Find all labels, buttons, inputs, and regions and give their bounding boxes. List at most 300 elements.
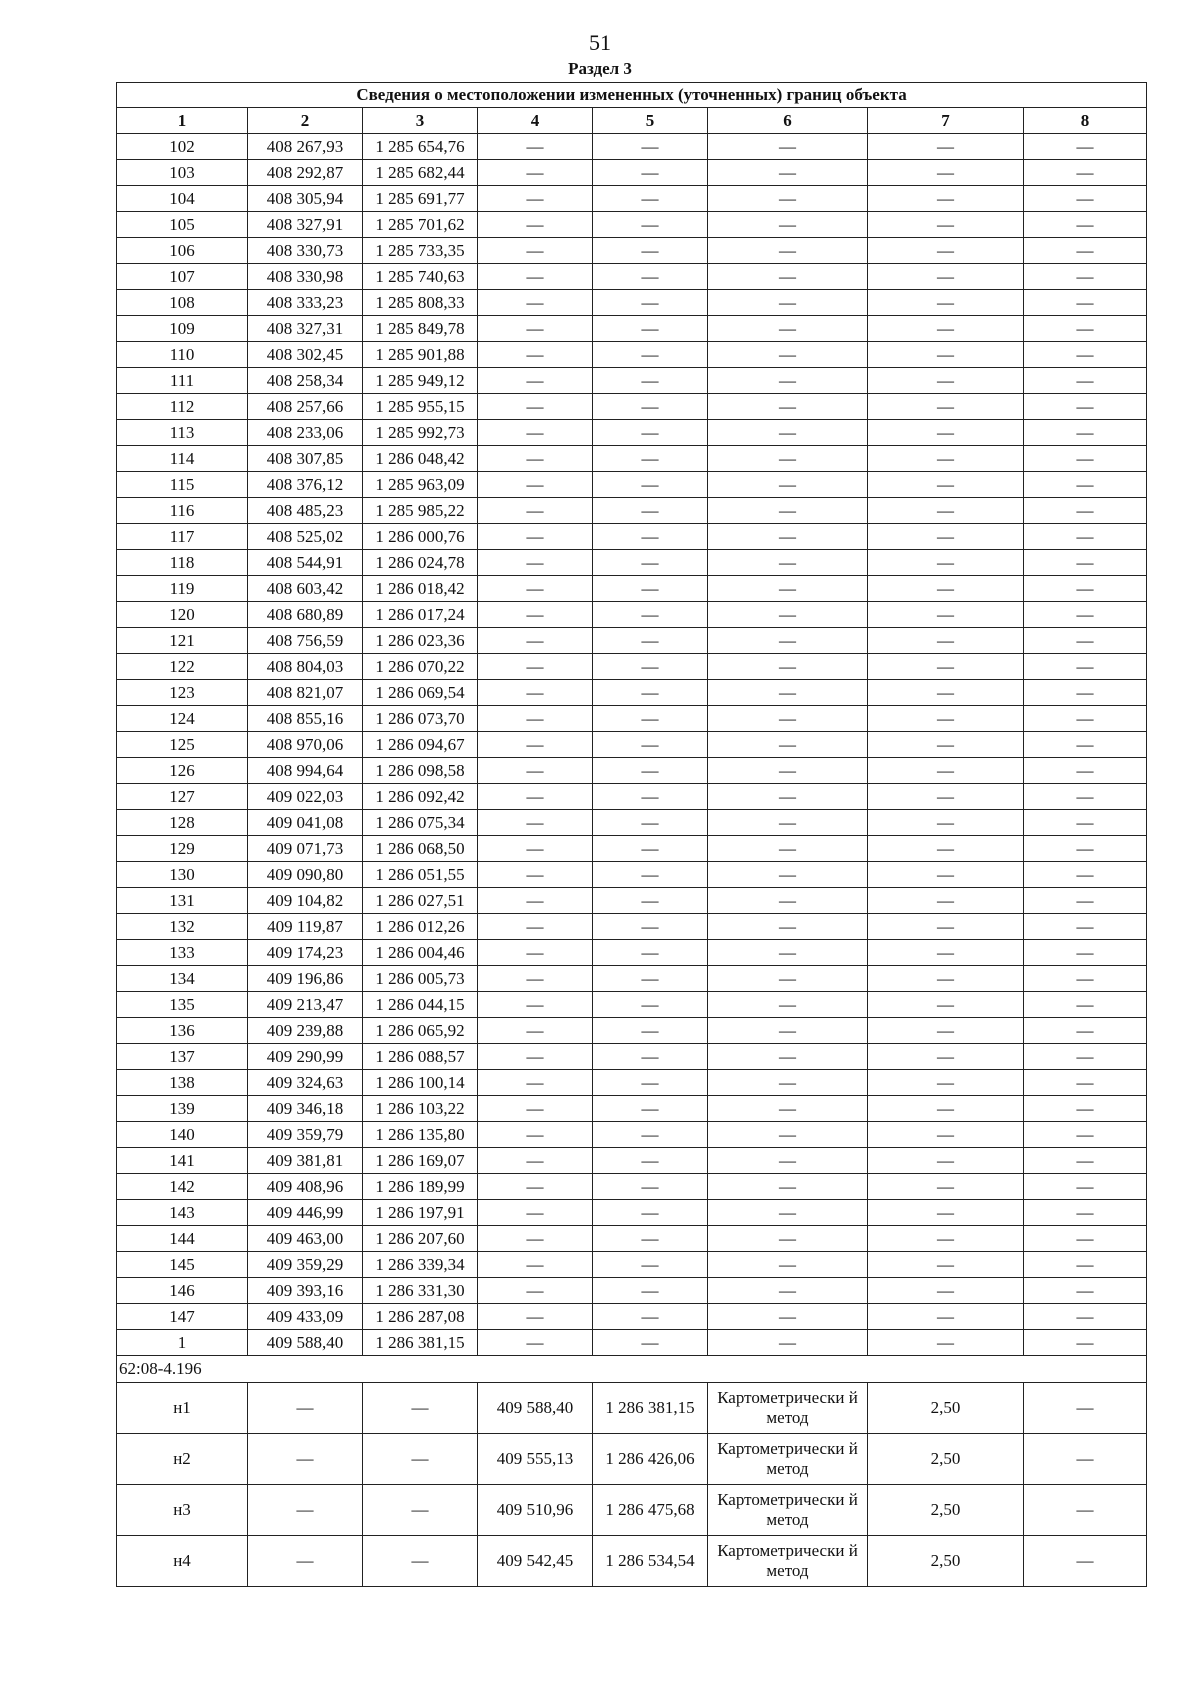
empty-dash: —	[1024, 992, 1147, 1018]
new-point-row	[117, 1536, 1147, 1587]
empty-dash: —	[708, 342, 868, 368]
empty-dash: —	[478, 1330, 593, 1356]
point-number: 131	[117, 888, 248, 914]
new-point-row	[117, 1383, 1147, 1434]
empty-dash: —	[868, 1330, 1024, 1356]
new-x: 409 555,13	[478, 1434, 593, 1485]
empty-dash: —	[868, 758, 1024, 784]
existing-y: 1 286 135,80	[363, 1122, 478, 1148]
existing-x: 408 376,12	[248, 472, 363, 498]
point-number: 138	[117, 1070, 248, 1096]
existing-x: 409 104,82	[248, 888, 363, 914]
empty-dash: —	[593, 758, 708, 784]
table-row	[117, 394, 1147, 420]
existing-y: 1 285 949,12	[363, 368, 478, 394]
existing-x: 409 463,00	[248, 1226, 363, 1252]
empty-dash: —	[593, 1044, 708, 1070]
table-row	[117, 1148, 1147, 1174]
empty-dash: —	[593, 576, 708, 602]
empty-dash: —	[593, 316, 708, 342]
table-row	[117, 628, 1147, 654]
empty-dash: —	[708, 784, 868, 810]
existing-y: 1 286 073,70	[363, 706, 478, 732]
empty-dash: —	[708, 966, 868, 992]
new-y: 1 286 381,15	[593, 1383, 708, 1434]
empty-dash: —	[1024, 498, 1147, 524]
empty-dash: —	[593, 238, 708, 264]
existing-y: 1 285 733,35	[363, 238, 478, 264]
empty-dash: —	[708, 472, 868, 498]
empty-dash: —	[708, 1122, 868, 1148]
existing-y: 1 286 027,51	[363, 888, 478, 914]
existing-y: 1 286 100,14	[363, 1070, 478, 1096]
empty-dash: —	[708, 420, 868, 446]
empty-dash: —	[593, 134, 708, 160]
table-row	[117, 784, 1147, 810]
empty-dash: —	[708, 186, 868, 212]
empty-dash: —	[708, 160, 868, 186]
empty-dash: —	[868, 238, 1024, 264]
point-number: 141	[117, 1148, 248, 1174]
empty-dash: —	[478, 420, 593, 446]
empty-dash: —	[1024, 1018, 1147, 1044]
empty-dash: —	[478, 862, 593, 888]
empty-dash: —	[1024, 264, 1147, 290]
empty-dash: —	[593, 940, 708, 966]
column-header: 3	[363, 108, 478, 134]
empty-dash: —	[593, 680, 708, 706]
empty-dash: —	[708, 758, 868, 784]
empty-dash: —	[1024, 732, 1147, 758]
empty-dash: —	[478, 992, 593, 1018]
empty-dash: —	[478, 1252, 593, 1278]
empty-dash: —	[478, 1044, 593, 1070]
empty-dash: —	[478, 1304, 593, 1330]
point-number: 102	[117, 134, 248, 160]
point-number: 147	[117, 1304, 248, 1330]
existing-y: 1 286 075,34	[363, 810, 478, 836]
empty-dash: —	[868, 836, 1024, 862]
empty-dash: —	[593, 1018, 708, 1044]
new-point-row	[117, 1434, 1147, 1485]
empty-dash: —	[1024, 134, 1147, 160]
empty-dash: —	[478, 160, 593, 186]
existing-x: 408 855,16	[248, 706, 363, 732]
empty-dash: —	[593, 1252, 708, 1278]
existing-x: 409 174,23	[248, 940, 363, 966]
table-row	[117, 1070, 1147, 1096]
empty-dash: —	[593, 914, 708, 940]
empty-dash: —	[1024, 1226, 1147, 1252]
empty-dash: —	[708, 680, 868, 706]
empty-dash: —	[593, 810, 708, 836]
empty-dash: —	[593, 966, 708, 992]
existing-y: 1 285 955,15	[363, 394, 478, 420]
column-number-row	[117, 108, 1147, 134]
new-y: 1 286 534,54	[593, 1536, 708, 1587]
point-number: 129	[117, 836, 248, 862]
empty-dash: —	[593, 1304, 708, 1330]
empty-dash: —	[478, 446, 593, 472]
empty-dash: —	[708, 316, 868, 342]
column-header: 7	[868, 108, 1024, 134]
empty-dash: —	[868, 992, 1024, 1018]
empty-dash: —	[708, 1174, 868, 1200]
existing-x: 408 307,85	[248, 446, 363, 472]
determination-method: Картометрически й метод	[708, 1434, 868, 1485]
empty-dash: —	[708, 836, 868, 862]
point-number: н4	[117, 1536, 248, 1587]
empty-dash: —	[868, 732, 1024, 758]
table-row	[117, 654, 1147, 680]
new-x: 409 542,45	[478, 1536, 593, 1587]
empty-dash: —	[1024, 1330, 1147, 1356]
point-number: 118	[117, 550, 248, 576]
empty-dash: —	[478, 888, 593, 914]
existing-y: 1 286 331,30	[363, 1278, 478, 1304]
empty-dash: —	[478, 1226, 593, 1252]
existing-y: 1 285 849,78	[363, 316, 478, 342]
empty-dash: —	[868, 1174, 1024, 1200]
empty-dash: —	[1024, 1383, 1147, 1434]
point-number: 111	[117, 368, 248, 394]
existing-x: 408 292,87	[248, 160, 363, 186]
table-row	[117, 1018, 1147, 1044]
empty-dash: —	[1024, 290, 1147, 316]
empty-dash: —	[1024, 628, 1147, 654]
empty-dash: —	[478, 1018, 593, 1044]
empty-dash: —	[868, 316, 1024, 342]
empty-dash: —	[363, 1536, 478, 1587]
empty-dash: —	[478, 550, 593, 576]
empty-dash: —	[1024, 914, 1147, 940]
point-number: 139	[117, 1096, 248, 1122]
existing-y: 1 285 740,63	[363, 264, 478, 290]
empty-dash: —	[868, 524, 1024, 550]
empty-dash: —	[593, 888, 708, 914]
column-header: 4	[478, 108, 593, 134]
existing-x: 409 290,99	[248, 1044, 363, 1070]
point-number: 135	[117, 992, 248, 1018]
point-number: 126	[117, 758, 248, 784]
table-row	[117, 420, 1147, 446]
section-title: Раздел 3	[568, 59, 632, 78]
new-x: 409 510,96	[478, 1485, 593, 1536]
accuracy: 2,50	[868, 1383, 1024, 1434]
existing-y: 1 286 207,60	[363, 1226, 478, 1252]
point-number: 128	[117, 810, 248, 836]
existing-y: 1 286 017,24	[363, 602, 478, 628]
point-number: 114	[117, 446, 248, 472]
new-x: 409 588,40	[478, 1383, 593, 1434]
existing-x: 408 680,89	[248, 602, 363, 628]
existing-y: 1 285 654,76	[363, 134, 478, 160]
empty-dash: —	[708, 732, 868, 758]
empty-dash: —	[868, 498, 1024, 524]
table-row	[117, 134, 1147, 160]
empty-dash: —	[1024, 446, 1147, 472]
empty-dash: —	[708, 264, 868, 290]
point-number: 136	[117, 1018, 248, 1044]
point-number: 142	[117, 1174, 248, 1200]
empty-dash: —	[868, 134, 1024, 160]
existing-x: 409 446,99	[248, 1200, 363, 1226]
table-row	[117, 1044, 1147, 1070]
point-number: 130	[117, 862, 248, 888]
existing-x: 408 257,66	[248, 394, 363, 420]
empty-dash: —	[1024, 1148, 1147, 1174]
point-number: н1	[117, 1383, 248, 1434]
empty-dash: —	[708, 1304, 868, 1330]
empty-dash: —	[868, 1226, 1024, 1252]
table-title: Сведения о местоположении измененных (уточненных) границ объекта	[117, 83, 1147, 108]
parcel-row	[117, 1356, 1147, 1383]
point-number: 116	[117, 498, 248, 524]
existing-x: 408 267,93	[248, 134, 363, 160]
existing-x: 409 359,79	[248, 1122, 363, 1148]
empty-dash: —	[478, 784, 593, 810]
empty-dash: —	[708, 628, 868, 654]
existing-y: 1 285 701,62	[363, 212, 478, 238]
empty-dash: —	[868, 1278, 1024, 1304]
empty-dash: —	[708, 1278, 868, 1304]
table-row	[117, 1096, 1147, 1122]
existing-y: 1 286 069,54	[363, 680, 478, 706]
empty-dash: —	[708, 940, 868, 966]
existing-y: 1 286 068,50	[363, 836, 478, 862]
new-point-row	[117, 1485, 1147, 1536]
empty-dash: —	[478, 264, 593, 290]
point-number: 103	[117, 160, 248, 186]
accuracy: 2,50	[868, 1536, 1024, 1587]
empty-dash: —	[593, 992, 708, 1018]
accuracy: 2,50	[868, 1485, 1024, 1536]
empty-dash: —	[868, 628, 1024, 654]
empty-dash: —	[708, 1018, 868, 1044]
existing-x: 408 233,06	[248, 420, 363, 446]
point-number: 123	[117, 680, 248, 706]
empty-dash: —	[478, 498, 593, 524]
empty-dash: —	[868, 160, 1024, 186]
point-number: 143	[117, 1200, 248, 1226]
existing-y: 1 286 044,15	[363, 992, 478, 1018]
table-row	[117, 706, 1147, 732]
existing-x: 408 821,07	[248, 680, 363, 706]
empty-dash: —	[1024, 1174, 1147, 1200]
empty-dash: —	[708, 1252, 868, 1278]
empty-dash: —	[1024, 784, 1147, 810]
existing-y: 1 286 098,58	[363, 758, 478, 784]
point-number: н2	[117, 1434, 248, 1485]
empty-dash: —	[708, 134, 868, 160]
empty-dash: —	[478, 940, 593, 966]
empty-dash: —	[478, 602, 593, 628]
empty-dash: —	[593, 1122, 708, 1148]
empty-dash: —	[593, 706, 708, 732]
table-row	[117, 966, 1147, 992]
empty-dash: —	[478, 238, 593, 264]
empty-dash: —	[1024, 1096, 1147, 1122]
empty-dash: —	[708, 888, 868, 914]
existing-x: 409 588,40	[248, 1330, 363, 1356]
existing-x: 408 258,34	[248, 368, 363, 394]
empty-dash: —	[868, 1070, 1024, 1096]
empty-dash: —	[478, 706, 593, 732]
existing-x: 409 359,29	[248, 1252, 363, 1278]
empty-dash: —	[478, 576, 593, 602]
empty-dash: —	[1024, 550, 1147, 576]
empty-dash: —	[593, 420, 708, 446]
empty-dash: —	[248, 1434, 363, 1485]
empty-dash: —	[593, 342, 708, 368]
empty-dash: —	[1024, 1304, 1147, 1330]
table-row	[117, 368, 1147, 394]
empty-dash: —	[868, 680, 1024, 706]
existing-y: 1 285 682,44	[363, 160, 478, 186]
empty-dash: —	[868, 394, 1024, 420]
empty-dash: —	[1024, 316, 1147, 342]
empty-dash: —	[1024, 394, 1147, 420]
empty-dash: —	[708, 1044, 868, 1070]
empty-dash: —	[1024, 1536, 1147, 1587]
point-number: н3	[117, 1485, 248, 1536]
existing-y: 1 286 381,15	[363, 1330, 478, 1356]
existing-x: 409 041,08	[248, 810, 363, 836]
empty-dash: —	[1024, 1044, 1147, 1070]
column-header: 5	[593, 108, 708, 134]
table-row	[117, 862, 1147, 888]
empty-dash: —	[478, 1278, 593, 1304]
existing-y: 1 285 992,73	[363, 420, 478, 446]
empty-dash: —	[478, 1096, 593, 1122]
existing-x: 408 544,91	[248, 550, 363, 576]
empty-dash: —	[593, 368, 708, 394]
empty-dash: —	[868, 1200, 1024, 1226]
point-number: 137	[117, 1044, 248, 1070]
existing-x: 409 213,47	[248, 992, 363, 1018]
empty-dash: —	[708, 810, 868, 836]
point-number: 113	[117, 420, 248, 446]
empty-dash: —	[478, 758, 593, 784]
empty-dash: —	[248, 1383, 363, 1434]
empty-dash: —	[868, 1304, 1024, 1330]
empty-dash: —	[708, 290, 868, 316]
table-row	[117, 264, 1147, 290]
empty-dash: —	[708, 1148, 868, 1174]
empty-dash: —	[478, 810, 593, 836]
empty-dash: —	[1024, 654, 1147, 680]
existing-y: 1 286 065,92	[363, 1018, 478, 1044]
existing-y: 1 286 000,76	[363, 524, 478, 550]
empty-dash: —	[593, 1096, 708, 1122]
empty-dash: —	[868, 654, 1024, 680]
empty-dash: —	[478, 680, 593, 706]
table-row	[117, 602, 1147, 628]
existing-x: 409 022,03	[248, 784, 363, 810]
empty-dash: —	[1024, 342, 1147, 368]
empty-dash: —	[363, 1383, 478, 1434]
point-number: 144	[117, 1226, 248, 1252]
column-header: 2	[248, 108, 363, 134]
empty-dash: —	[593, 784, 708, 810]
empty-dash: —	[708, 602, 868, 628]
empty-dash: —	[593, 160, 708, 186]
boundary-table	[116, 82, 1147, 1587]
table-row	[117, 914, 1147, 940]
existing-x: 408 756,59	[248, 628, 363, 654]
empty-dash: —	[868, 186, 1024, 212]
existing-y: 1 286 103,22	[363, 1096, 478, 1122]
existing-y: 1 286 048,42	[363, 446, 478, 472]
empty-dash: —	[1024, 212, 1147, 238]
empty-dash: —	[708, 706, 868, 732]
empty-dash: —	[708, 394, 868, 420]
empty-dash: —	[708, 914, 868, 940]
table-row	[117, 1252, 1147, 1278]
empty-dash: —	[593, 394, 708, 420]
empty-dash: —	[363, 1485, 478, 1536]
point-number: 122	[117, 654, 248, 680]
empty-dash: —	[593, 524, 708, 550]
empty-dash: —	[1024, 1252, 1147, 1278]
point-number: 133	[117, 940, 248, 966]
empty-dash: —	[1024, 862, 1147, 888]
empty-dash: —	[593, 1278, 708, 1304]
table-row	[117, 732, 1147, 758]
empty-dash: —	[868, 212, 1024, 238]
empty-dash: —	[868, 966, 1024, 992]
empty-dash: —	[868, 342, 1024, 368]
table-row	[117, 940, 1147, 966]
empty-dash: —	[478, 342, 593, 368]
table-row	[117, 212, 1147, 238]
empty-dash: —	[478, 134, 593, 160]
empty-dash: —	[868, 368, 1024, 394]
point-number: 145	[117, 1252, 248, 1278]
empty-dash: —	[1024, 1200, 1147, 1226]
column-header: 6	[708, 108, 868, 134]
table-row	[117, 1226, 1147, 1252]
empty-dash: —	[868, 914, 1024, 940]
empty-dash: —	[1024, 420, 1147, 446]
existing-x: 409 393,16	[248, 1278, 363, 1304]
table-row	[117, 472, 1147, 498]
empty-dash: —	[478, 394, 593, 420]
point-number: 120	[117, 602, 248, 628]
empty-dash: —	[1024, 966, 1147, 992]
empty-dash: —	[1024, 1122, 1147, 1148]
table-row	[117, 498, 1147, 524]
existing-x: 408 327,91	[248, 212, 363, 238]
existing-y: 1 286 189,99	[363, 1174, 478, 1200]
empty-dash: —	[478, 1148, 593, 1174]
point-number: 107	[117, 264, 248, 290]
point-number: 132	[117, 914, 248, 940]
empty-dash: —	[478, 836, 593, 862]
existing-x: 408 330,98	[248, 264, 363, 290]
determination-method: Картометрически й метод	[708, 1536, 868, 1587]
existing-x: 409 408,96	[248, 1174, 363, 1200]
table-row	[117, 160, 1147, 186]
existing-x: 408 603,42	[248, 576, 363, 602]
new-y: 1 286 426,06	[593, 1434, 708, 1485]
point-number: 108	[117, 290, 248, 316]
existing-x: 409 119,87	[248, 914, 363, 940]
empty-dash: —	[593, 1148, 708, 1174]
empty-dash: —	[478, 1122, 593, 1148]
empty-dash: —	[868, 784, 1024, 810]
point-number: 124	[117, 706, 248, 732]
